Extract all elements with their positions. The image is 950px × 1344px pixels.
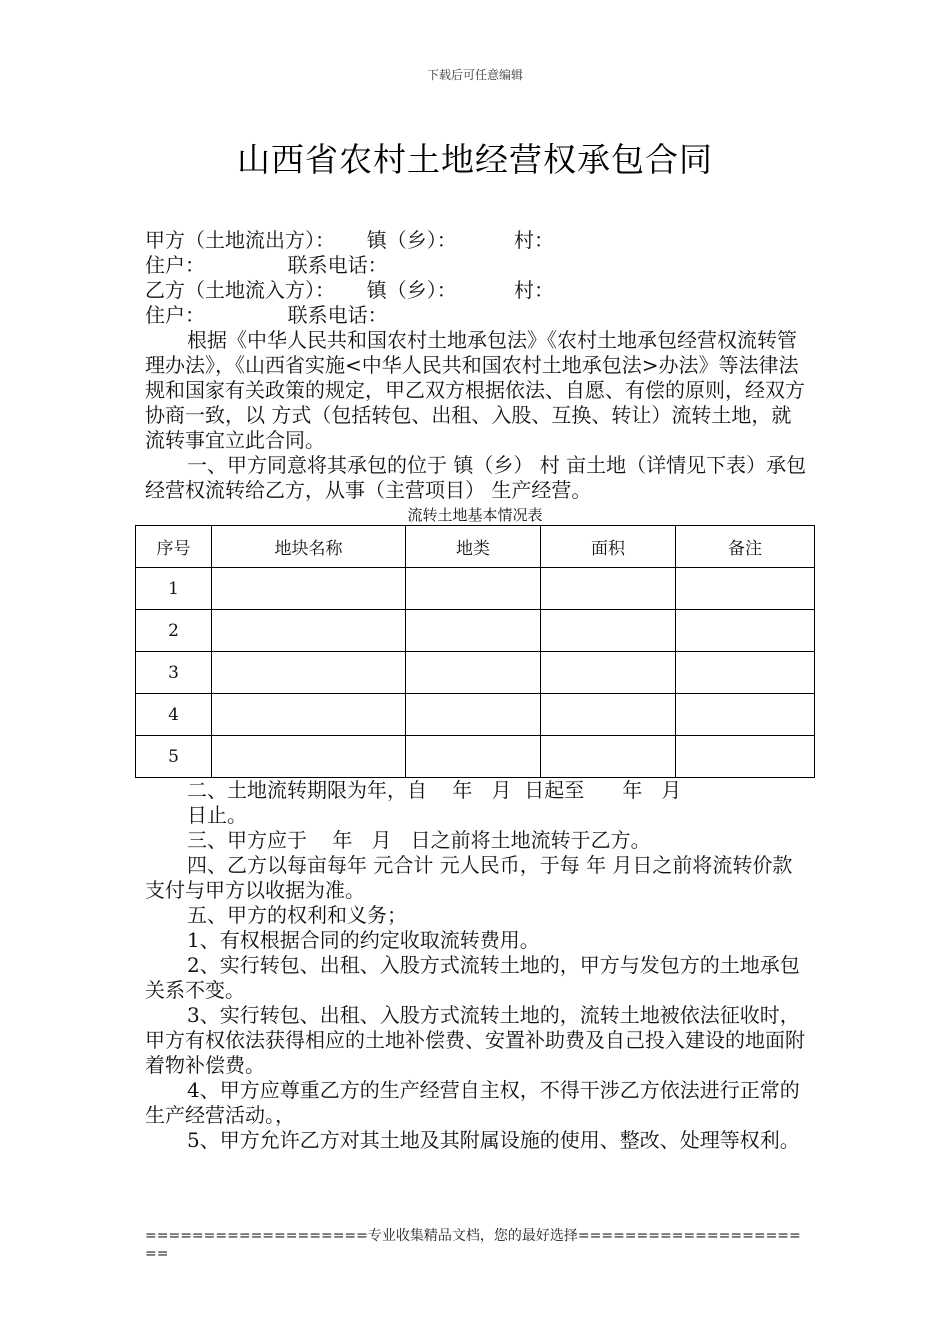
party-b-contact-line: 住户： 联系电话： — [145, 303, 388, 327]
table-cell — [676, 652, 815, 694]
parties-block — [145, 228, 807, 503]
clause-one: 一、甲方同意将其承包的位于 镇（乡） 村 亩土地（详情见下表）承包经营权流转给乙方，从事（主营项目） 生产经营。 — [145, 453, 807, 502]
clause-five-item-5: 5、甲方允许乙方对其土地及其附属设施的使用、整改、处理等权利。 — [187, 1128, 800, 1152]
table-cell — [541, 736, 676, 778]
column-header: 地类 — [406, 526, 541, 568]
clause-five-heading: 五、甲方的权利和义务； — [187, 903, 407, 927]
clause-four: 四、乙方以每亩每年 元合计 元人民币，于每 年 月日之前将流转价款支付与甲方以收据为准。 — [145, 853, 793, 902]
column-header: 序号 — [136, 526, 212, 568]
table-cell — [676, 694, 815, 736]
table-cell — [212, 610, 406, 652]
table-row — [136, 652, 815, 694]
clause-five-item-3: 3、实行转包、出租、入股方式流转土地的，流转土地被依法征收时，甲方有权依法获得相应的土地补偿费、安置补助费及自己投入建设的地面附着物补偿费。 — [145, 1003, 805, 1077]
column-header: 地块名称 — [212, 526, 406, 568]
table-cell: 5 — [136, 736, 212, 778]
table-cell — [212, 568, 406, 610]
table-cell — [541, 694, 676, 736]
clause-two: 二、土地流转期限为年，自 年 月 日起至 年 月 — [187, 778, 682, 802]
table-cell — [541, 568, 676, 610]
table-cell — [212, 736, 406, 778]
land-table — [135, 525, 815, 778]
table-cell — [406, 736, 541, 778]
table-row — [136, 610, 815, 652]
table-cell — [406, 694, 541, 736]
header-note: 下载后可任意编辑 — [426, 68, 523, 82]
table-cell: 2 — [136, 610, 212, 652]
table-cell — [676, 736, 815, 778]
column-header: 备注 — [676, 526, 815, 568]
table-cell — [676, 568, 815, 610]
table-cell: 4 — [136, 694, 212, 736]
clauses-block — [145, 778, 807, 1153]
table-cell — [212, 694, 406, 736]
footer-note: ===================专业收集精品文档，您的最好选择===================== — [145, 1228, 801, 1262]
table-row — [136, 736, 815, 778]
party-b-line: 乙方（土地流入方）： 镇（乡）： 村： — [145, 278, 555, 302]
table-caption: 流转土地基本情况表 — [407, 506, 543, 524]
party-a-contact-line: 住户： 联系电话： — [145, 253, 388, 277]
clause-five-item-2: 2、实行转包、出租、入股方式流转土地的，甲方与发包方的土地承包关系不变。 — [145, 953, 800, 1002]
table-cell — [676, 610, 815, 652]
column-header: 面积 — [541, 526, 676, 568]
intro-paragraph: 根据《中华人民共和国农村土地承包法》《农村土地承包经营权流转管理办法》，《山西省实施<中华人民共和国农村土地承包法>办法》等法律法规和国家有关政策的规定，甲乙双方根据依法、自愿、有偿的原则，经双方协商一致，以 方式（包括转包、出租、入股、互换、转让）流转土地，就流转事宜立此合同。 — [145, 328, 805, 452]
table-cell — [406, 652, 541, 694]
page-title: 山西省农村土地经营权承包合同 — [237, 140, 713, 179]
party-a-line: 甲方（土地流出方）： 镇（乡）： 村： — [145, 228, 555, 252]
table-cell — [212, 652, 406, 694]
table-cell — [406, 610, 541, 652]
clause-two-end: 日止。 — [187, 803, 247, 827]
table-cell — [406, 568, 541, 610]
table-row — [136, 568, 815, 610]
table-cell: 3 — [136, 652, 212, 694]
table-header-row — [136, 526, 815, 568]
table-cell — [541, 610, 676, 652]
clause-five-item-4: 4、甲方应尊重乙方的生产经营自主权，不得干涉乙方依法进行正常的生产经营活动。， — [145, 1078, 800, 1127]
table-cell: 1 — [136, 568, 212, 610]
table-row — [136, 694, 815, 736]
table-cell — [541, 652, 676, 694]
clause-three: 三、甲方应于 年 月 日之前将土地流转于乙方。 — [187, 828, 651, 852]
clause-five-item-1: 1、有权根据合同的约定收取流转费用。 — [187, 928, 540, 952]
